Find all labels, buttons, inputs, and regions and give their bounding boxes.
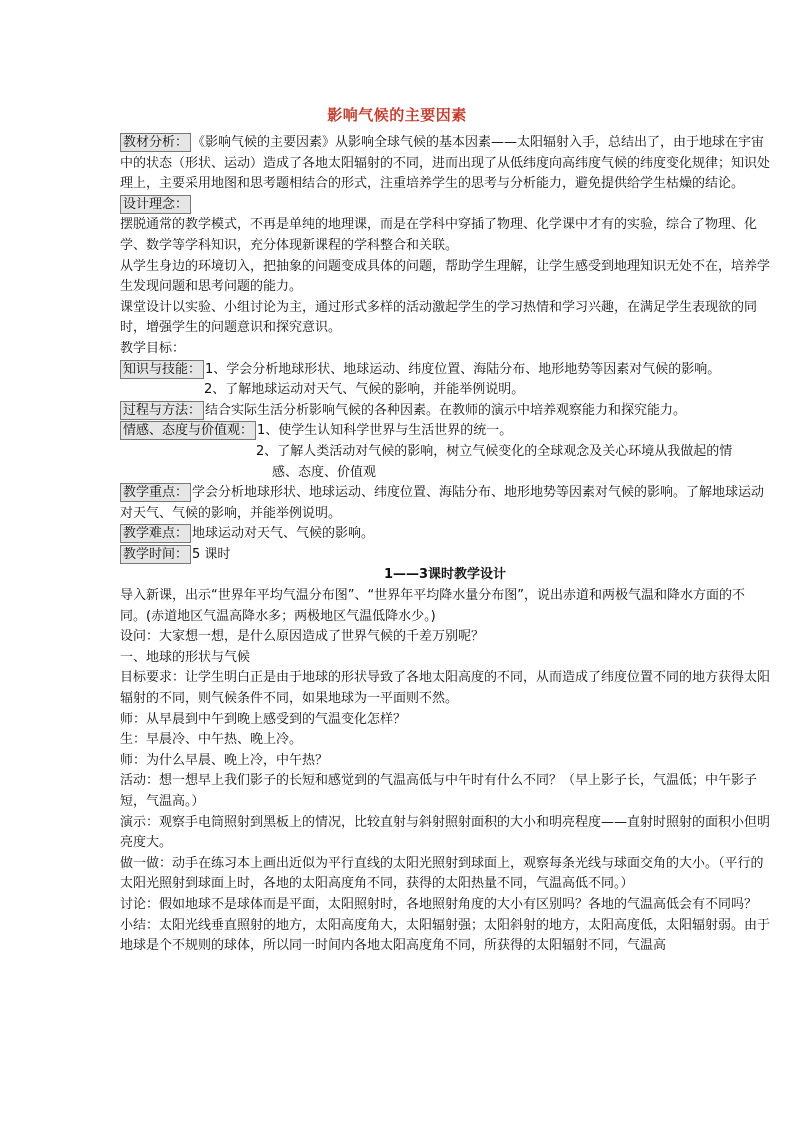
design-paragraph-1: 摆脱通常的教学模式，不再是单纯的地理课，而是在学科中穿插了物理、化学课中才有的实验，综合了物理、化学、数学等学科知识，充分体现新课程的学科整合和关联。 [120, 217, 758, 253]
difficulty-tag: 教学难点： [120, 524, 191, 543]
discuss-paragraph: 讨论：假如地球不是球体而是平面，太阳照射时，各地照射角度的大小有区别吗？各地的气温高低会有不同吗？ [120, 896, 758, 912]
teacher-line-1: 师：从早晨到中午到晚上感受到的气温变化怎样？ [120, 711, 407, 727]
design-paragraph-3: 课堂设计以实验、小组讨论为主，通过形式多样的活动激起学生的学习热情和学习兴趣，在满足学生表现欲的同时，增强学生的问题意识和探究意识。 [120, 299, 758, 336]
key-tag: 教学重点： [120, 483, 191, 502]
document-body [120, 133, 770, 957]
knowledge-line [120, 360, 770, 381]
knowledge-item-2: 2、了解地球运动对天气、气候的影响，并能举例说明。 [204, 382, 525, 398]
time-text: 5 课时 [192, 546, 231, 562]
difficulty-line [120, 524, 770, 545]
emotion-tag: 情感、态度与价值观： [120, 421, 256, 440]
process-tag: 过程与方法： [120, 401, 204, 420]
summary-paragraph: 小结：太阳光线垂直照射的地方，太阳高度角大，太阳辐射强；太阳斜射的地方，太阳高度低，太阳辐射弱。由于地球是个不规则的球体，所以同一时间内各地太阳高度角不同，所获得的太阳辐射不同，气温高 [120, 917, 771, 954]
question-paragraph: 设问：大家想一想，是什么原因造成了世界气候的千差万别呢？ [120, 629, 485, 645]
design-tag: 设计理念： [120, 195, 191, 214]
demo-paragraph: 演示：观察手电筒照射到黑板上的情况，比较直射与斜射照射面积的大小和明亮程度——直射时照射的面积小但明亮度大。 [120, 814, 771, 851]
design-heading [120, 195, 770, 216]
goal-requirement-paragraph: 目标要求：让学生明白正是由于地球的形状导致了各地太阳高度的不同，从而造成了纬度位置不同的地方获得太阳辐射的不同，则气候条件不同，如果地球为一平面则不然。 [120, 670, 771, 707]
analysis-text: 《影响气候的主要因素》从影响全球气候的基本因素——太阳辐射入手，总结出了，由于地球在宇宙中的状态（形状、运动）造成了各地太阳辐射的不同，进而出现了从低纬度向高纬度气候的纬度变化规律；知识处理上，主要采用地图和思考题相结合的形式，注重培养学生的思考与分析能力，避免提供给学生枯燥的结论。 [120, 135, 771, 192]
analysis-tag: 教材分析： [120, 133, 191, 152]
emotion-item-1: 1、使学生认知科学世界与生活世界的统一。 [257, 423, 513, 439]
document-title: 影响气候的主要因素 [327, 106, 467, 124]
knowledge-item-1: 1、学会分析地球形状、地球运动、纬度位置、海陆分布、地形地势等因素对气候的影响。 [205, 361, 721, 377]
section-title: 1——3课时教学设计 [383, 567, 507, 583]
emotion-item-2b: 感、态度、价值观 [272, 464, 377, 480]
difficulty-text: 地球运动对天气、气候的影响。 [192, 526, 375, 542]
process-text: 结合实际生活分析影响气候的各种因素。在教师的演示中培养观察能力和探究能力。 [205, 402, 687, 418]
part1-heading: 一、地球的形状与气候 [120, 649, 251, 665]
emotion-line [120, 421, 770, 442]
process-line [120, 401, 770, 422]
activity-paragraph: 活动：想一想早上我们影子的长短和感觉到的气温高低与中午时有什么不同？（早上影子长，气温低；中午影子短，气温高。） [120, 773, 758, 809]
goals-heading: 教学目标： [120, 340, 186, 356]
knowledge-tag: 知识与技能： [120, 360, 204, 379]
teacher-line-2: 师：为什么早晨、晚上冷，中午热？ [120, 752, 329, 768]
student-line-1: 生：早晨冷、中午热、晚上冷。 [120, 732, 303, 748]
time-line [120, 545, 770, 566]
time-tag: 教学时间： [120, 545, 191, 564]
intro-paragraph: 导入新课，出示“世界年平均气温分布图”、“世界年平均降水量分布图”，说出赤道和两极气温和降水方面的不同。(赤道地区气温高降水多；两极地区气温低降水少。) [120, 588, 745, 624]
key-text: 学会分析地球形状、地球运动、纬度位置、海陆分布、地形地势等因素对气候的影响。了解地球运动对天气、气候的影响，并能举例说明。 [120, 485, 765, 521]
emotion-item-2a: 2、了解人类活动对气候的影响，树立气候变化的全球观念及关心环境从我做起的情 [256, 443, 733, 459]
analysis-paragraph [120, 133, 770, 195]
design-paragraph-2: 从学生身边的环境切入，把抽象的问题变成具体的问题，帮助学生理解，让学生感受到地理知识无处不在，培养学生发现问题和思考问题的能力。 [120, 258, 771, 295]
key-paragraph [120, 483, 770, 524]
doit-paragraph: 做一做：动手在练习本上画出近似为平行直线的太阳光照射到球面上，观察每条光线与球面交角的大小。（平行的太阳光照射到球面上时，各地的太阳高度角不同，获得的太阳热量不同，气温高低不同。） [120, 855, 764, 892]
